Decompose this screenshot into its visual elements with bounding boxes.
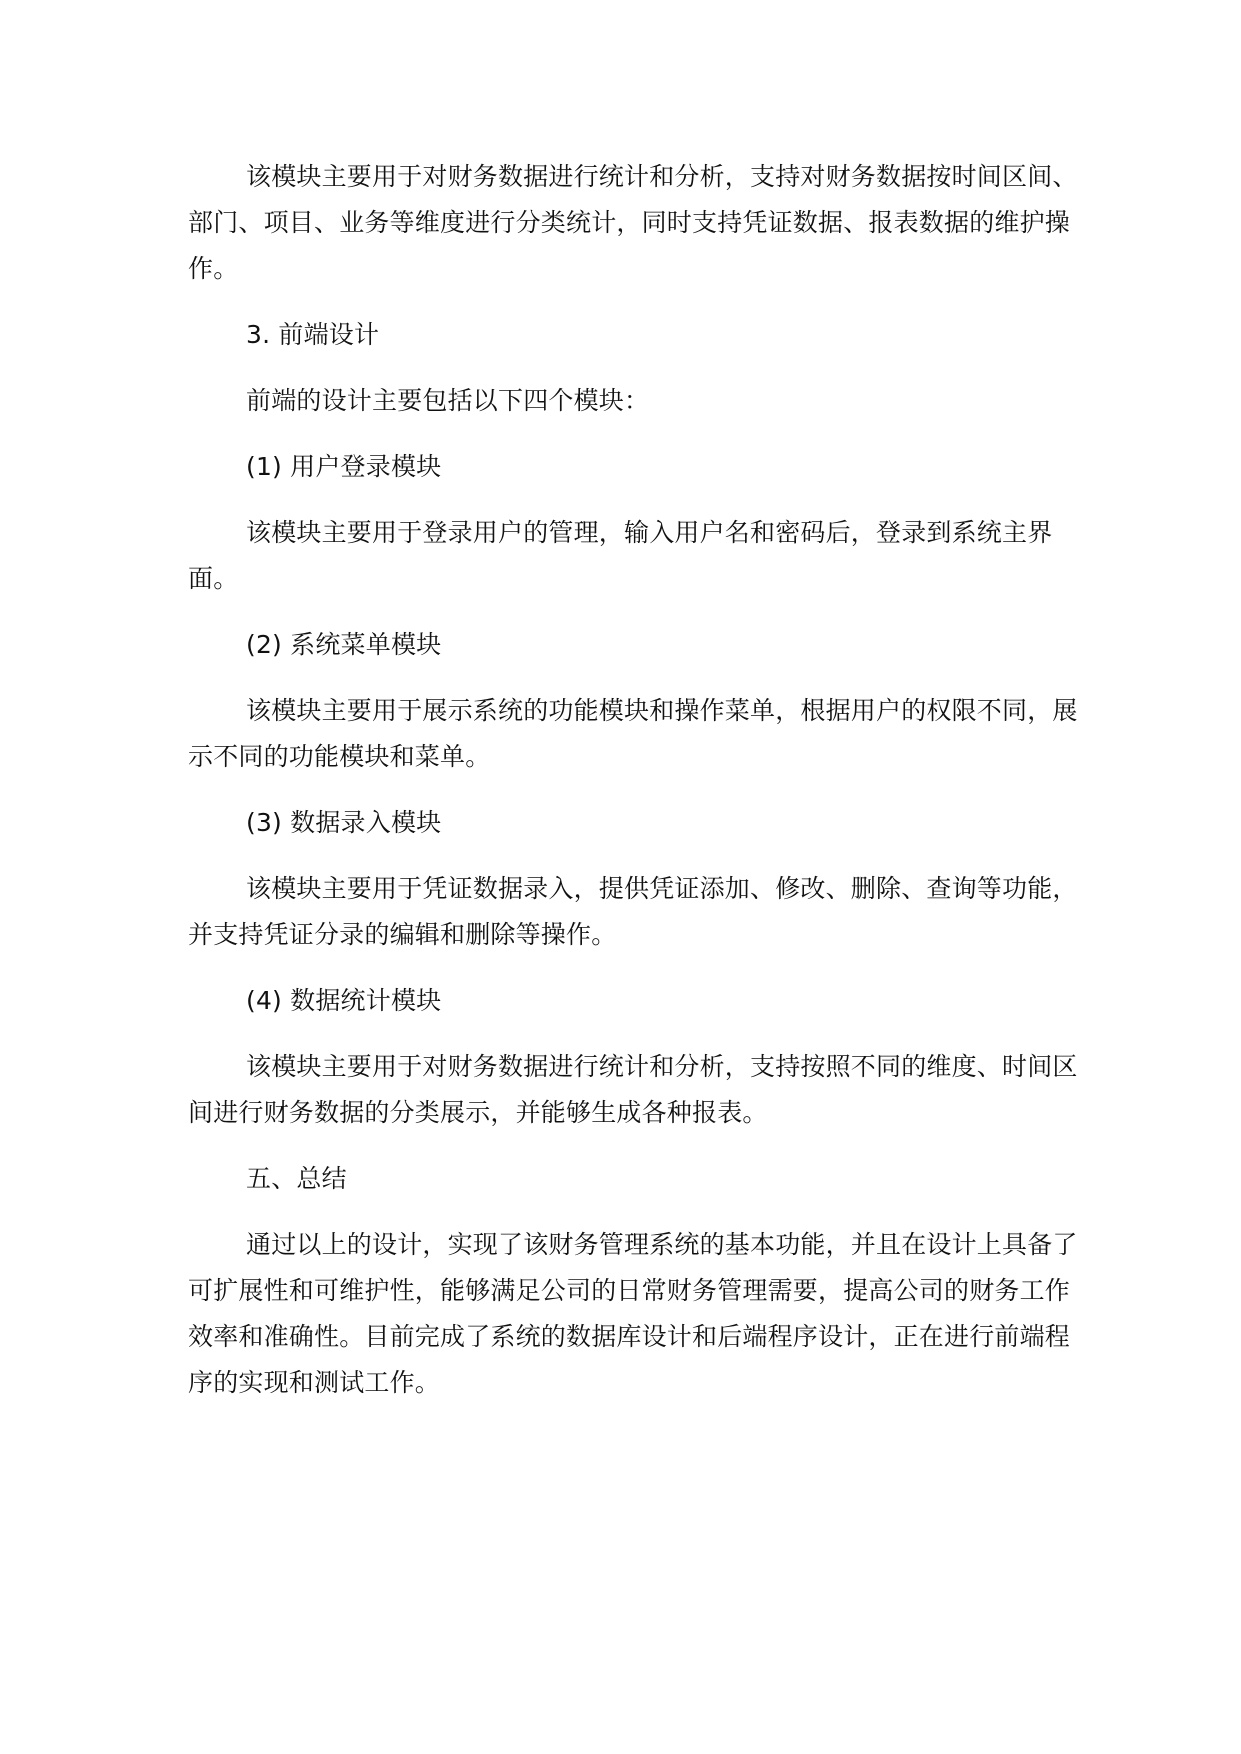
paragraph-user-login-module: 该模块主要用于登录用户的管理，输入用户名和密码后，登录到系统主界面。: [188, 518, 1053, 593]
paragraph-data-stats-module: 该模块主要用于对财务数据进行统计和分析，支持按照不同的维度、时间区间进行财务数据的分类展示，并能够生成各种报表。: [188, 1052, 1078, 1127]
heading-data-stats-module: (4) 数据统计模块: [246, 986, 442, 1015]
document-body: [188, 154, 1078, 1426]
heading-system-menu-module: (2) 系统菜单模块: [246, 630, 442, 659]
heading-summary: 五、总结: [246, 1164, 347, 1193]
paragraph-stats-module-intro: 该模块主要用于对财务数据进行统计和分析，支持对财务数据按时间区间、部门、项目、业务等维度进行分类统计，同时支持凭证数据、报表数据的维护操作。: [188, 162, 1078, 283]
paragraph-frontend-overview: 前端的设计主要包括以下四个模块：: [246, 386, 650, 415]
paragraph-summary: 通过以上的设计，实现了该财务管理系统的基本功能，并且在设计上具备了可扩展性和可维护性，能够满足公司的日常财务管理需要，提高公司的财务工作效率和准确性。目前完成了系统的数据库设计和后端程序设计，正在进行前端程序的实现和测试工作。: [188, 1230, 1078, 1397]
heading-user-login-module: (1) 用户登录模块: [246, 452, 442, 481]
heading-data-entry-module: (3) 数据录入模块: [246, 808, 442, 837]
paragraph-data-entry-module: 该模块主要用于凭证数据录入，提供凭证添加、修改、删除、查询等功能，并支持凭证分录的编辑和删除等操作。: [188, 874, 1078, 949]
paragraph-system-menu-module: 该模块主要用于展示系统的功能模块和操作菜单，根据用户的权限不同，展示不同的功能模块和菜单。: [188, 696, 1078, 771]
heading-frontend-design: 3. 前端设计: [246, 320, 380, 349]
